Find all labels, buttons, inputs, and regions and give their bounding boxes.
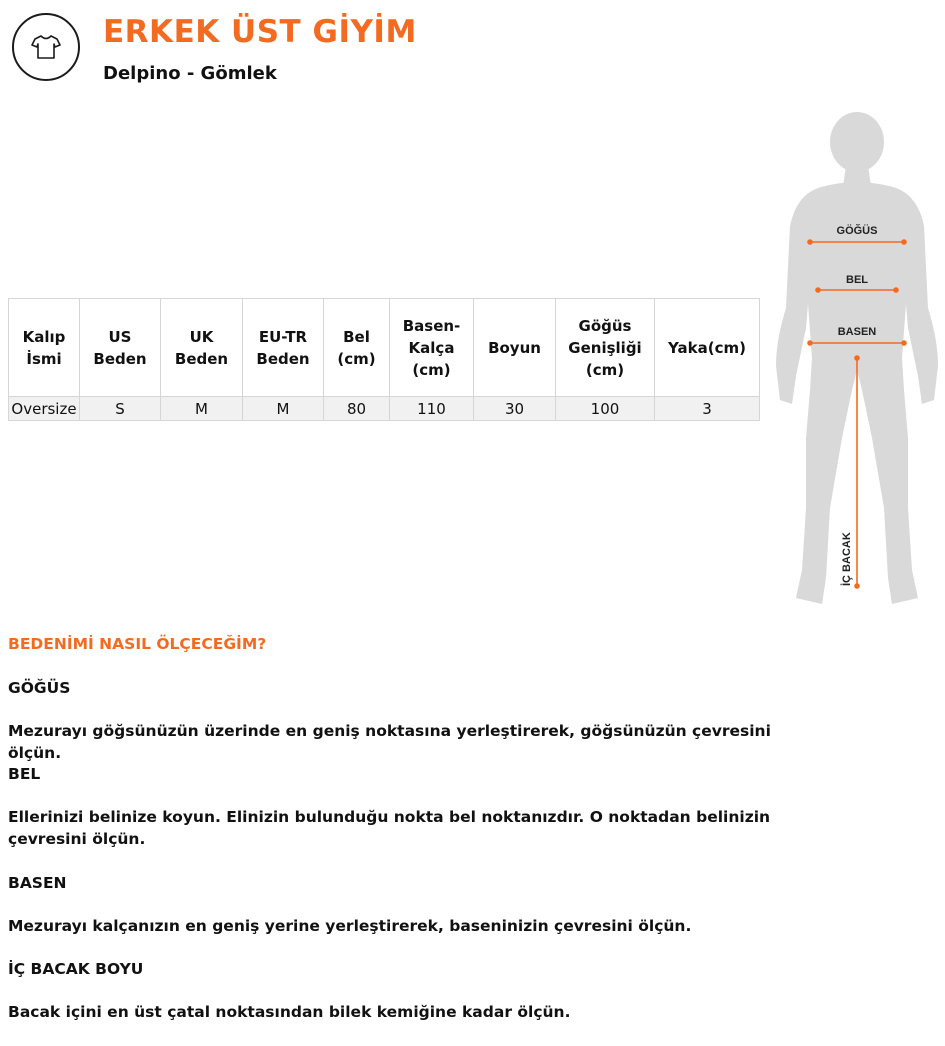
column-header: Kalıp İsmi bbox=[9, 299, 80, 397]
size-table bbox=[8, 298, 760, 421]
guide-text-chest: Mezurayı göğsünüzün üzerinde en geniş noktasına yerleştirerek, göğsünüzün çevresini ölçün. bbox=[8, 722, 771, 762]
table-cell: S bbox=[80, 397, 161, 421]
table-cell: 30 bbox=[474, 397, 556, 421]
table-header-row bbox=[9, 299, 760, 397]
guide-heading-chest: GÖĞÜS bbox=[8, 679, 71, 697]
column-header: UK Beden bbox=[161, 299, 243, 397]
guide-title: BEDENİMİ NASIL ÖLÇECEĞİM? bbox=[8, 635, 267, 653]
column-header: US Beden bbox=[80, 299, 161, 397]
table-cell: 80 bbox=[324, 397, 390, 421]
chest-label: GÖĞÜS bbox=[836, 225, 878, 237]
guide-text-hip: Mezurayı kalçanızın en geniş yerine yerleştirerek, baseninizin çevresini ölçün. bbox=[8, 917, 692, 935]
guide-text-waist: Ellerinizi belinize koyun. Elinizin bulunduğu nokta bel noktanızdır. O noktadan belinizin çevresini ölçün. bbox=[8, 808, 771, 848]
table-cell: 110 bbox=[390, 397, 474, 421]
guide-heading-inseam: İÇ BACAK BOYU bbox=[8, 960, 144, 978]
table-cell: M bbox=[161, 397, 243, 421]
column-header: Boyun bbox=[474, 299, 556, 397]
column-header: Basen-Kalça (cm) bbox=[390, 299, 474, 397]
column-header: Yaka(cm) bbox=[655, 299, 760, 397]
hip-label: BASEN bbox=[837, 326, 877, 338]
tshirt-icon bbox=[12, 13, 80, 81]
table-row bbox=[9, 397, 760, 421]
guide-heading-hip: BASEN bbox=[8, 874, 67, 892]
page-title: ERKEK ÜST GİYİM bbox=[103, 14, 417, 50]
guide-heading-waist: BEL bbox=[8, 765, 41, 783]
table-cell: 100 bbox=[556, 397, 655, 421]
waist-label: BEL bbox=[846, 274, 868, 286]
column-header: Bel (cm) bbox=[324, 299, 390, 397]
column-header: Göğüs Genişliği (cm) bbox=[556, 299, 655, 397]
guide-text-inseam: Bacak içini en üst çatal noktasından bilek kemiğine kadar ölçün. bbox=[8, 1003, 571, 1021]
body-measurement-figure bbox=[768, 108, 944, 608]
column-header: EU-TR Beden bbox=[243, 299, 324, 397]
inseam-label: İÇ BACAK bbox=[841, 532, 853, 586]
page-subtitle: Delpino - Gömlek bbox=[103, 63, 277, 84]
table-cell: Oversize bbox=[9, 397, 80, 421]
table-cell: 3 bbox=[655, 397, 760, 421]
table-cell: M bbox=[243, 397, 324, 421]
